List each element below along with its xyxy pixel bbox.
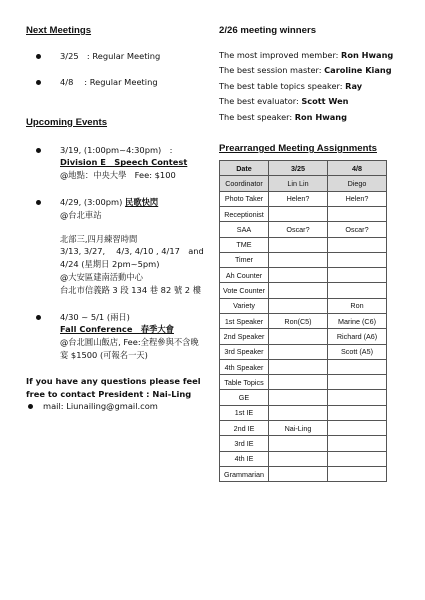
table-row xyxy=(220,359,387,374)
assignee-cell xyxy=(328,375,387,390)
role-cell: SAA xyxy=(220,222,269,237)
winner-name: Scott Wen xyxy=(301,96,349,107)
table-row xyxy=(220,222,387,237)
assignee-cell: Oscar? xyxy=(328,222,387,237)
role-cell: Photo Taker xyxy=(220,191,269,206)
assignee-cell: Helen? xyxy=(269,191,328,206)
table-row xyxy=(220,237,387,252)
table-row xyxy=(220,451,387,466)
meeting-item-text: 4/8 : Regular Meeting xyxy=(60,76,158,87)
table-header-cell: Date xyxy=(220,161,269,176)
bullet-icon xyxy=(36,54,41,59)
role-cell: GE xyxy=(220,390,269,405)
assignee-cell xyxy=(328,359,387,374)
event-date-text: 4/29, (3:00pm) xyxy=(60,196,123,207)
assignee-cell xyxy=(269,252,328,267)
winner-label: The best table topics speaker: xyxy=(219,80,346,91)
role-cell: 1st Speaker xyxy=(220,314,269,329)
table-row xyxy=(220,436,387,451)
left-column xyxy=(26,24,206,413)
winner-name: Ray xyxy=(345,80,363,91)
bullet-icon xyxy=(36,315,41,320)
contact-email[interactable]: mail: Liunailing@gmail.com xyxy=(43,401,158,412)
role-cell: 3rd IE xyxy=(220,436,269,451)
assignee-cell xyxy=(269,206,328,221)
role-cell: 4th IE xyxy=(220,451,269,466)
role-cell: TME xyxy=(220,237,269,252)
table-header-cell: 3/25 xyxy=(269,161,328,176)
winner-name: Ron Hwang xyxy=(341,50,394,60)
assignments-table xyxy=(219,160,387,482)
winners-list xyxy=(219,48,405,125)
table-row xyxy=(220,329,387,344)
assignee-cell xyxy=(269,405,328,420)
contact-note xyxy=(26,375,206,401)
assignee-cell: Nai-Ling xyxy=(269,421,328,436)
table-row xyxy=(220,466,387,481)
winner-name: Caroline Kiang xyxy=(324,65,392,76)
table-row xyxy=(220,314,387,329)
table-row xyxy=(220,268,387,283)
contact-line: free to contact President : Nai-Ling xyxy=(26,388,192,399)
practice-venue: @大安區建南活動中心 xyxy=(60,271,143,282)
assignee-cell xyxy=(269,451,328,466)
assignee-cell xyxy=(269,329,328,344)
practice-dates: 3/13, 3/27, 4/3, 4/10 , 4/17 and xyxy=(60,246,204,257)
event-title: Division E Speech Contest xyxy=(60,157,188,168)
assignee-cell: Ron xyxy=(328,298,387,313)
event-folk-flashmob xyxy=(26,196,206,297)
assignee-cell xyxy=(328,405,387,420)
role-cell: 2nd IE xyxy=(220,421,269,436)
assignee-cell: Richard (A6) xyxy=(328,329,387,344)
bullet-icon xyxy=(36,200,41,205)
assignments-heading: Prearranged Meeting Assignments xyxy=(219,143,377,155)
assignee-cell: Scott (A5) xyxy=(328,344,387,359)
event-division-contest xyxy=(26,144,206,182)
assignee-cell xyxy=(269,390,328,405)
table-row xyxy=(220,375,387,390)
meeting-item xyxy=(26,50,206,63)
meeting-item-text: 3/25 : Regular Meeting xyxy=(60,51,161,61)
event-date: 4/30 ~ 5/1 (兩日) xyxy=(60,311,130,322)
practice-dates: 4/24 (星期日 2pm~5pm) xyxy=(60,259,160,270)
event-date: 3/19, (1:00pm~4:30pm) : xyxy=(60,144,173,155)
table-header-cell: 4/8 xyxy=(328,161,387,176)
table-row xyxy=(220,252,387,267)
role-cell: Receptionist xyxy=(220,206,269,221)
table-row xyxy=(220,191,387,206)
winner-name: Ron Hwang xyxy=(294,111,347,122)
practice-heading: 北部三,四月練習時間 xyxy=(60,233,138,244)
assignee-cell: Diego xyxy=(328,176,387,191)
event-location: @台北車站 xyxy=(60,209,102,220)
role-cell: 1st IE xyxy=(220,405,269,420)
winner-label: The best evaluator: xyxy=(219,96,302,107)
winner-item xyxy=(219,48,405,63)
role-cell: Ah Counter xyxy=(220,268,269,283)
role-cell: Variety xyxy=(220,298,269,313)
winner-item xyxy=(219,63,405,78)
assignee-cell xyxy=(269,237,328,252)
winner-item xyxy=(219,94,405,109)
assignee-cell xyxy=(328,451,387,466)
role-cell: 4th Speaker xyxy=(220,359,269,374)
assignee-cell xyxy=(269,466,328,481)
winner-label: The most improved member: xyxy=(219,50,342,60)
assignee-cell: Lin Lin xyxy=(269,176,328,191)
assignee-cell xyxy=(269,344,328,359)
assignee-cell xyxy=(328,237,387,252)
assignee-cell: Ron(C5) xyxy=(269,314,328,329)
table-row xyxy=(220,344,387,359)
table-row xyxy=(220,176,387,191)
table-row xyxy=(220,405,387,420)
event-fall-conference xyxy=(26,311,206,362)
assignee-cell xyxy=(328,206,387,221)
winners-heading: 2/26 meeting winners xyxy=(219,25,317,36)
bullet-icon xyxy=(28,404,33,409)
role-cell: Timer xyxy=(220,252,269,267)
event-date xyxy=(60,196,206,209)
winner-item xyxy=(219,79,405,94)
contact-mail xyxy=(26,400,206,413)
bullet-icon xyxy=(36,148,41,153)
assignee-cell xyxy=(328,390,387,405)
role-cell: 3rd Speaker xyxy=(220,344,269,359)
meeting-item xyxy=(26,76,206,89)
role-cell: Vote Counter xyxy=(220,283,269,298)
assignee-cell xyxy=(328,283,387,298)
winner-label: The best session master: xyxy=(219,65,325,76)
assignee-cell xyxy=(328,268,387,283)
role-cell: Table Topics xyxy=(220,375,269,390)
next-meetings-heading: Next Meetings xyxy=(26,25,92,36)
event-location: @台北圓山飯店, Fee:全程參與不含晚 xyxy=(60,337,199,348)
table-row xyxy=(220,206,387,221)
role-cell: 2nd Speaker xyxy=(220,329,269,344)
assignee-cell: Oscar? xyxy=(269,222,328,237)
assignee-cell xyxy=(269,268,328,283)
assignee-cell: Marine (C6) xyxy=(328,314,387,329)
assignee-cell xyxy=(269,359,328,374)
winner-item xyxy=(219,110,405,125)
bullet-icon xyxy=(36,80,41,85)
table-row xyxy=(220,283,387,298)
role-cell: Grammarian xyxy=(220,466,269,481)
event-fee: 宴 $1500 (可報名一天) xyxy=(60,349,148,360)
event-title: 民歌快閃 xyxy=(125,196,159,207)
contact-line: If you have any questions please feel xyxy=(26,375,201,386)
winner-label: The best speaker: xyxy=(219,111,295,122)
assignee-cell xyxy=(328,421,387,436)
assignee-cell xyxy=(269,375,328,390)
assignee-cell xyxy=(269,436,328,451)
assignee-cell xyxy=(328,252,387,267)
table-row xyxy=(220,390,387,405)
event-title: Fall Conference 春季大會 xyxy=(60,324,174,335)
practice-address: 台北市信義路 3 段 134 巷 82 號 2 樓 xyxy=(60,284,202,295)
assignee-cell xyxy=(269,283,328,298)
upcoming-events-heading: Upcoming Events xyxy=(26,116,108,128)
assignee-cell xyxy=(328,436,387,451)
table-row xyxy=(220,298,387,313)
role-cell: Coordinator xyxy=(220,176,269,191)
assignee-cell xyxy=(269,298,328,313)
table-row xyxy=(220,421,387,436)
event-location: @地點：中央大學 Fee: $100 xyxy=(60,170,176,181)
assignee-cell: Helen? xyxy=(328,191,387,206)
right-column xyxy=(219,24,405,482)
table-header-row xyxy=(220,161,387,176)
assignee-cell xyxy=(328,466,387,481)
